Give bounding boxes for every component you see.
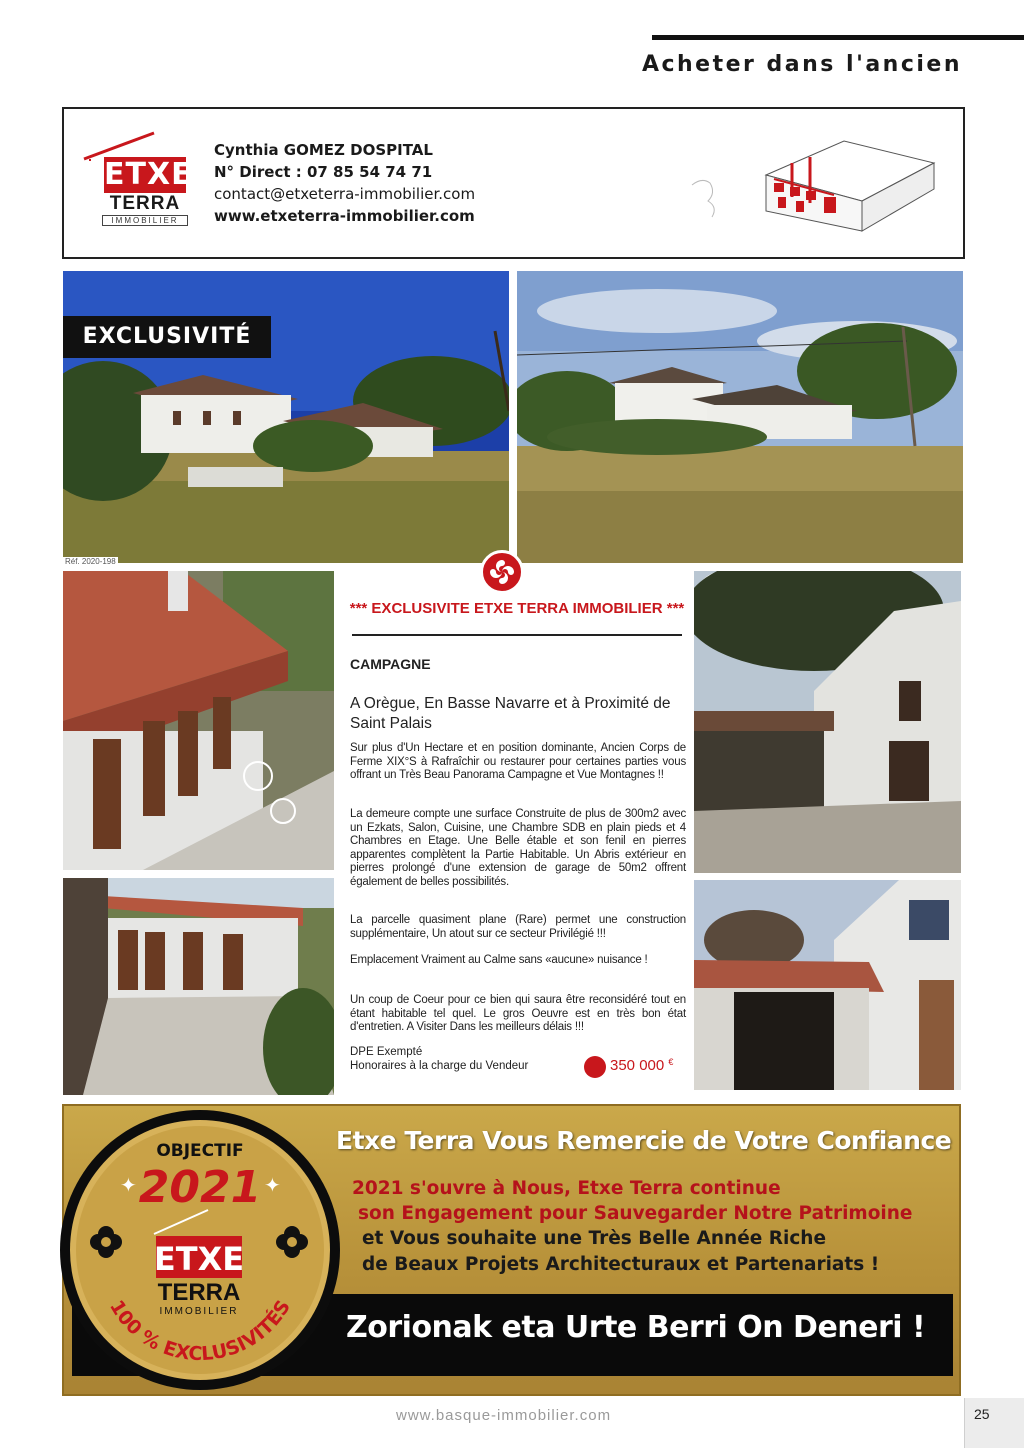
listing-paragraph: Un coup de Coeur pour ce bien qui saura être reconsidéré tout en étant habitable tel quel. Le gros Oeuvre est en très bon état d'entretien. A Visiter Dans les meilleurs délais !!! bbox=[350, 994, 686, 1033]
agent-phone[interactable]: N° Direct : 07 85 54 74 71 bbox=[214, 163, 433, 181]
agent-email[interactable]: contact@etxeterra-immobilier.com bbox=[214, 185, 476, 203]
basque-house-drawing bbox=[684, 123, 944, 243]
logo-etxe: ETXE bbox=[104, 157, 193, 192]
listing-paragraph: La parcelle quasiment plane (Rare) permet une construction supplémentaire, Un atout sur ce secteur Privilégié !!! bbox=[350, 914, 686, 940]
lauburu-price-icon bbox=[584, 1056, 606, 1078]
price-currency: € bbox=[668, 1057, 674, 1067]
etxe-terra-logo bbox=[82, 131, 193, 231]
photo-barn-side bbox=[694, 571, 961, 873]
logo-terra: TERRA bbox=[109, 193, 181, 214]
logo-immobilier: IMMOBILIER bbox=[102, 215, 188, 226]
banner-title: Etxe Terra Vous Remercie de Votre Confiance bbox=[336, 1126, 952, 1155]
price-value: 350 000 bbox=[610, 1057, 665, 1074]
listing-category: CAMPAGNE bbox=[350, 656, 431, 672]
contact-details bbox=[214, 139, 475, 227]
photo-farmhouse-field bbox=[517, 271, 963, 563]
listing-paragraph: La demeure compte une surface Construite de plus de 300m2 avec un Ezkats, Salon, Cuisine, une Chambre SDB en plain pieds et 4 Chambres en Etage. Une Belle étable et son fenil en pierres apparentes complètent la Partie Habitable. Un Abris extérieur en pierres prolongé d'une extension de garage de 50m2 offrent également de belles possibilités. bbox=[350, 808, 686, 888]
objectif-2021-seal bbox=[58, 1108, 342, 1392]
banner-greeting: Zorionak eta Urte Berri On Deneri ! bbox=[346, 1310, 926, 1345]
agent-name: Cynthia GOMEZ DOSPITAL bbox=[214, 141, 433, 159]
listing-reference: Réf. 2020-198 bbox=[65, 557, 116, 566]
seal-objectif: OBJECTIF bbox=[156, 1141, 244, 1161]
header-rule bbox=[652, 35, 1024, 40]
seal-immobilier: IMMOBILIER bbox=[159, 1306, 239, 1317]
page-number: 25 bbox=[974, 1406, 990, 1422]
exclusivite-badge: EXCLUSIVITÉ bbox=[63, 316, 271, 358]
banner-line-3: et Vous souhaite une Très Belle Année Riche bbox=[362, 1228, 827, 1249]
photo-farmhouse-front bbox=[63, 271, 509, 563]
footer-website[interactable]: www.basque-immobilier.com bbox=[396, 1407, 612, 1424]
sparkle-icon: ✦ bbox=[120, 1175, 137, 1197]
agent-website[interactable]: www.etxeterra-immobilier.com bbox=[214, 207, 475, 225]
heading-divider bbox=[352, 634, 682, 636]
listing-dpe-fees bbox=[350, 1045, 528, 1073]
exclusive-heading: *** EXCLUSIVITE ETXE TERRA IMMOBILIER *** bbox=[349, 600, 685, 617]
listing-paragraph: Sur plus d'Un Hectare et en position dominante, Ancien Corps de Ferme XIX°S à Rafraîchir ou restaurer pour certaines parties vous offrant un Très Beau Panorama Campagne et Vue Montagnes !! bbox=[350, 742, 686, 781]
fees-label: Honoraires à la charge du Vendeur bbox=[350, 1060, 529, 1072]
banner-line-2: son Engagement pour Sauvegarder Notre Patrimoine bbox=[358, 1203, 913, 1224]
page-number-box bbox=[964, 1398, 1024, 1448]
banner-line-4: de Beaux Projets Architecturaux et Partenariats ! bbox=[362, 1254, 880, 1275]
listing-lead: A Orègue, En Basse Navarre et à Proximité de Saint Palais bbox=[350, 695, 671, 732]
photo-courtyard bbox=[63, 878, 334, 1095]
dpe-label: DPE Exempté bbox=[350, 1046, 423, 1058]
sparkle-icon: ✦ bbox=[264, 1175, 281, 1197]
section-title: Acheter dans l'ancien bbox=[641, 52, 962, 77]
seal-terra: TERRA bbox=[157, 1279, 241, 1306]
agent-contact-card bbox=[62, 107, 965, 259]
seal-etxe: ETXE bbox=[153, 1240, 245, 1278]
banner-line-1: 2021 s'ouvre à Nous, Etxe Terra continue bbox=[352, 1178, 781, 1199]
listing-description bbox=[342, 578, 692, 1088]
photo-barn-garage bbox=[694, 880, 961, 1090]
seal-year: 2021 bbox=[138, 1162, 262, 1213]
listing-paragraph: Emplacement Vraiment au Calme sans «aucune» nuisance ! bbox=[350, 954, 648, 966]
seal-exclusivites: 100 % EXCLUSIVITÉS bbox=[105, 1296, 295, 1366]
photo-terrace bbox=[63, 571, 334, 870]
